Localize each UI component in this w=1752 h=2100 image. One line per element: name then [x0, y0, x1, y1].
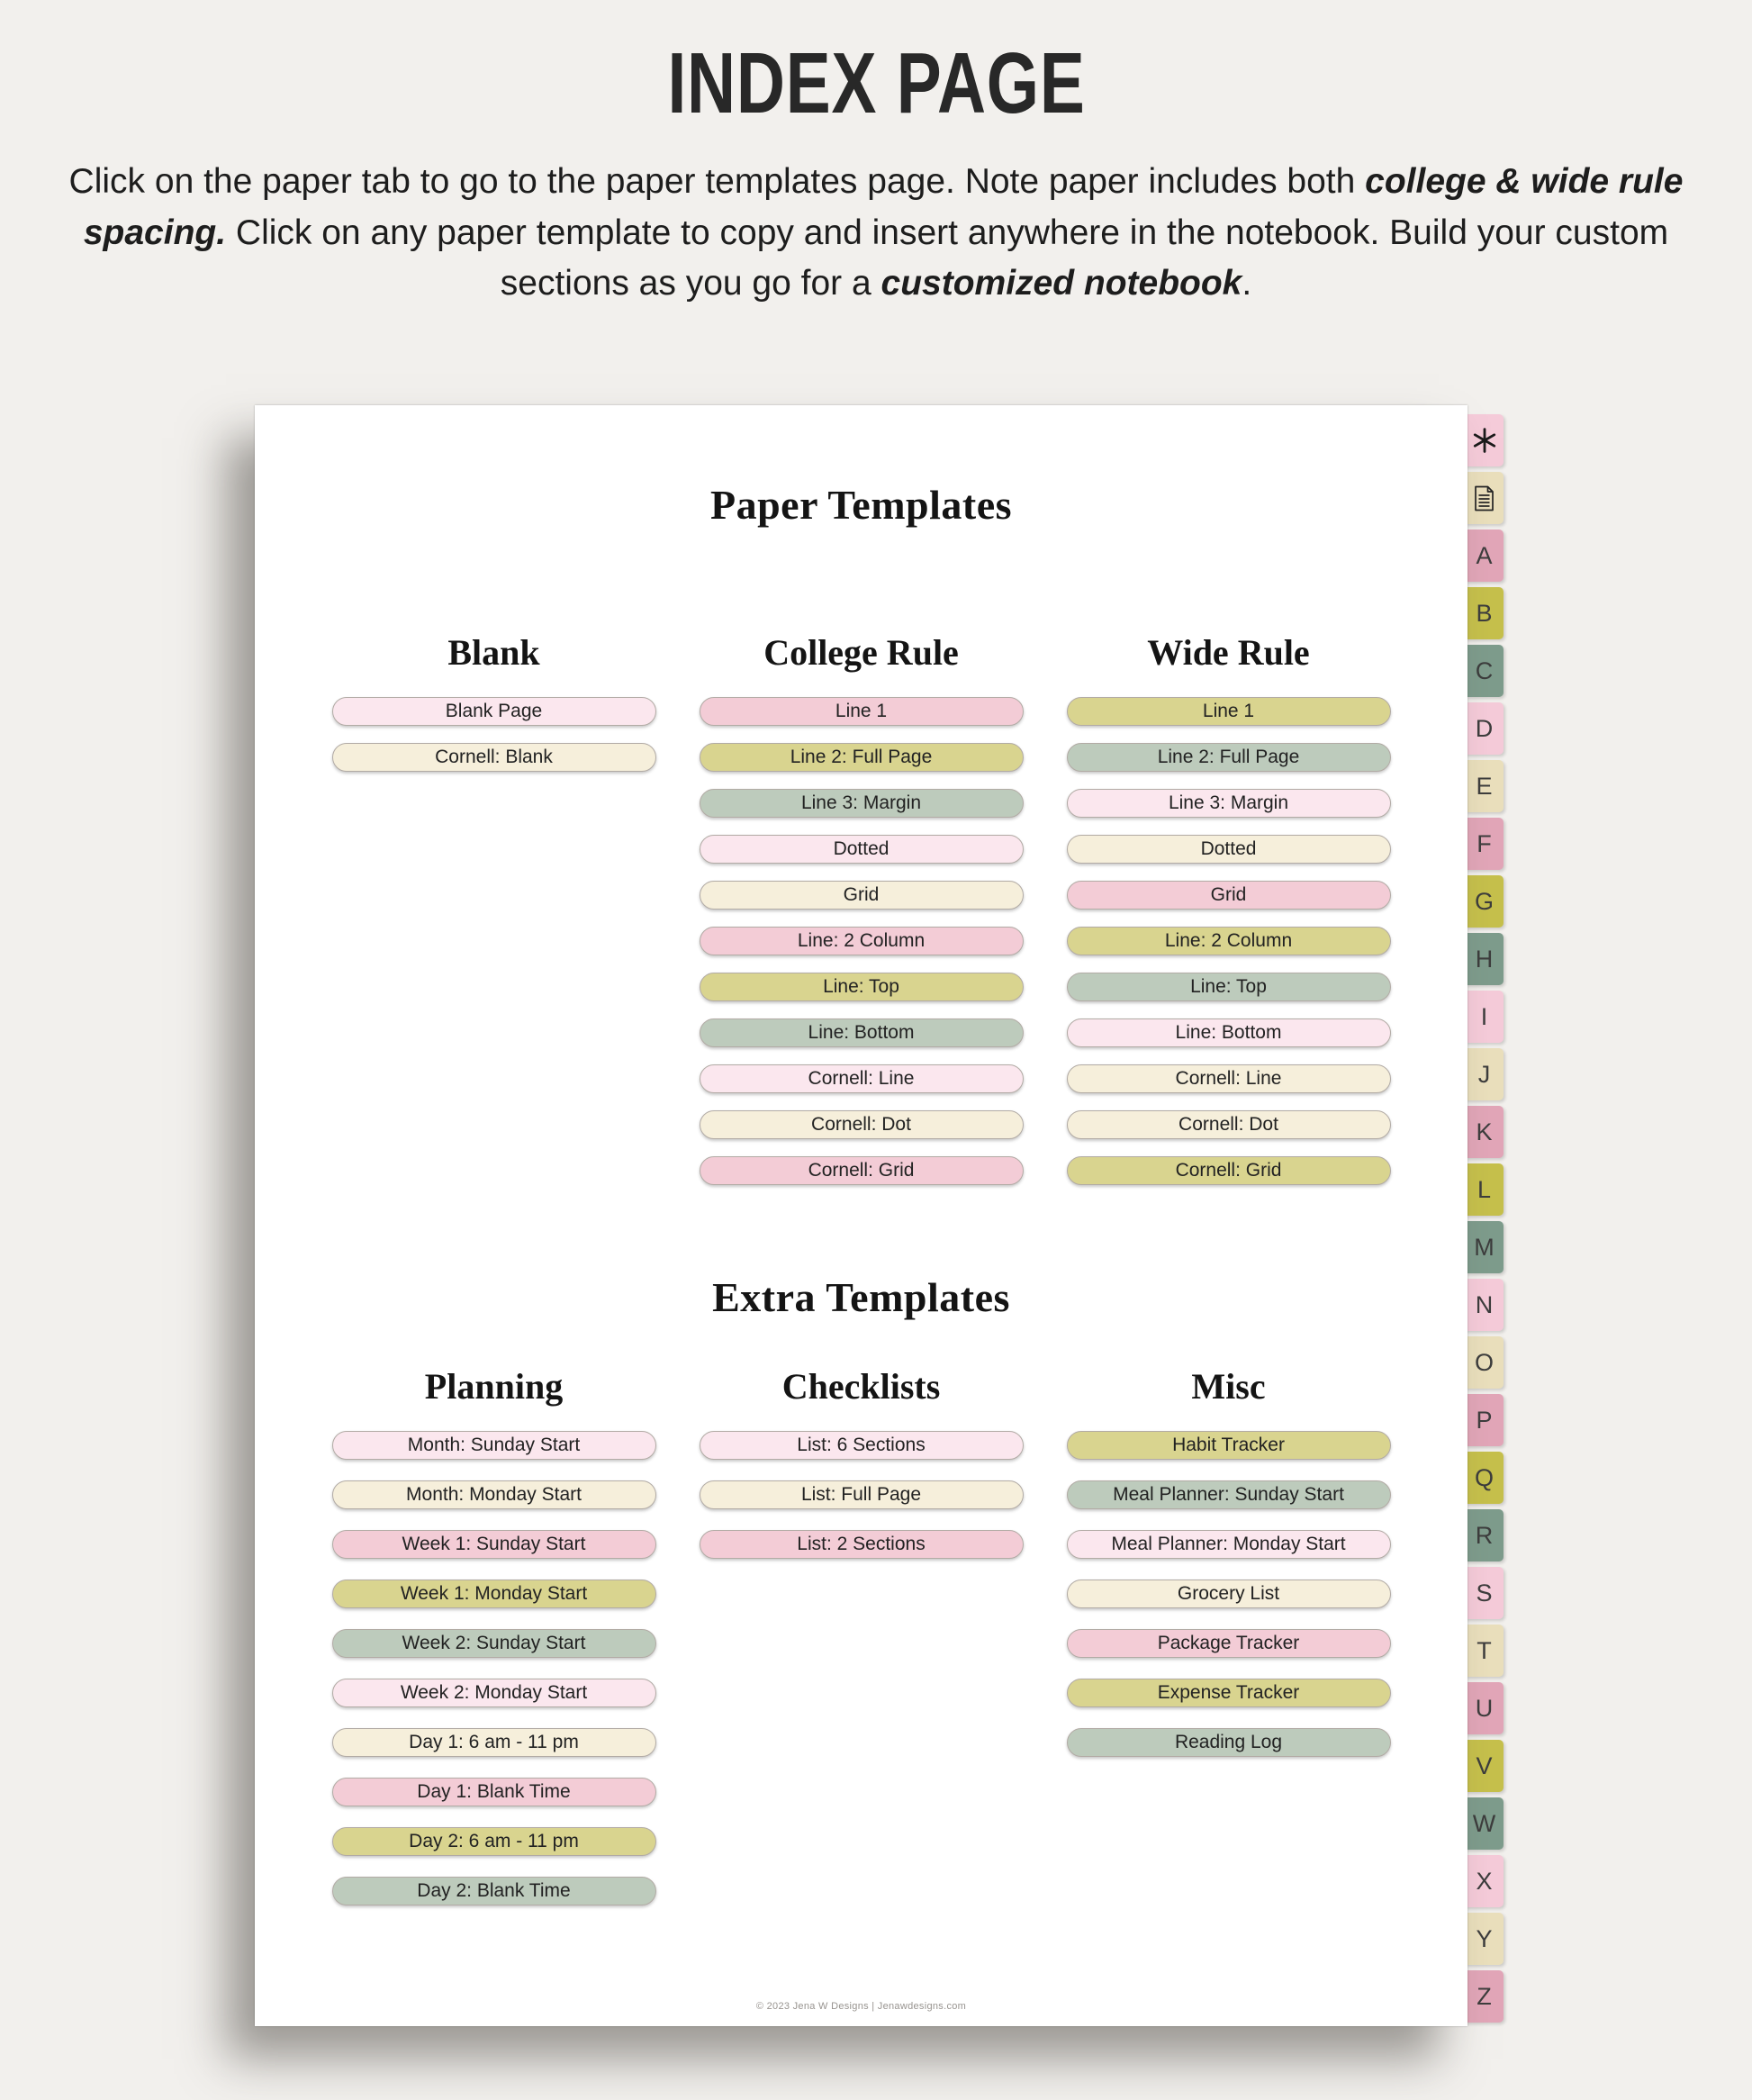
- pill-label: Reading Log: [1174, 1732, 1283, 1752]
- pill-label: Expense Tracker: [1157, 1682, 1300, 1703]
- column-wide-rule: [1067, 632, 1391, 1185]
- pill-cornell-line[interactable]: [1067, 1064, 1391, 1093]
- column-college-rule-list: [700, 697, 1024, 1185]
- pill-week-2-sunday-start[interactable]: [332, 1629, 656, 1658]
- pill-label: Day 2: 6 am - 11 pm: [409, 1831, 579, 1851]
- pill-month-monday-start[interactable]: [332, 1480, 656, 1509]
- pill-dotted[interactable]: [1067, 835, 1391, 864]
- pill-week-2-monday-start[interactable]: [332, 1679, 656, 1707]
- tab-label: Y: [1476, 1924, 1493, 1952]
- column-checklists-list: [700, 1431, 1024, 1559]
- pill-line-bottom[interactable]: [1067, 1018, 1391, 1047]
- pill-line-top[interactable]: [700, 973, 1024, 1001]
- column-misc-heading: Misc: [1191, 1366, 1266, 1407]
- tab-z[interactable]: [1465, 1970, 1504, 2023]
- tab-f[interactable]: [1465, 818, 1504, 870]
- pill-reading-log[interactable]: [1067, 1728, 1391, 1757]
- pill-label: Line 2: Full Page: [1157, 747, 1300, 767]
- column-misc-list: [1067, 1431, 1391, 1757]
- alphabet-tab-bar: [1465, 414, 1504, 2023]
- tab-p[interactable]: [1465, 1394, 1504, 1446]
- tab-label: H: [1475, 945, 1494, 973]
- tab-label: R: [1475, 1521, 1494, 1549]
- pill-label: Line: Bottom: [1175, 1022, 1282, 1043]
- pill-line-2-full-page[interactable]: [700, 743, 1024, 772]
- pill-cornell-blank[interactable]: [332, 743, 656, 772]
- tab-m[interactable]: [1465, 1221, 1504, 1273]
- pill-month-sunday-start[interactable]: [332, 1431, 656, 1460]
- pill-label: Dotted: [833, 838, 890, 859]
- asterisk-icon: [1472, 428, 1497, 453]
- pill-meal-planner-sunday-start[interactable]: [1067, 1480, 1391, 1509]
- pill-day-2-6-am-11-pm[interactable]: [332, 1827, 656, 1856]
- pill-line-3-margin[interactable]: [1067, 789, 1391, 818]
- column-planning-heading: Planning: [424, 1366, 564, 1407]
- pill-day-2-blank-time[interactable]: [332, 1877, 656, 1905]
- tab-o[interactable]: [1465, 1336, 1504, 1389]
- pill-label: Month: Monday Start: [406, 1484, 582, 1505]
- tab-e[interactable]: [1465, 760, 1504, 812]
- tab-label: M: [1474, 1233, 1495, 1261]
- tab-label: T: [1477, 1636, 1492, 1664]
- tab-y[interactable]: [1465, 1913, 1504, 1965]
- tab-label: F: [1477, 829, 1492, 857]
- column-college-rule: [700, 632, 1024, 1185]
- extra-sections-row: [255, 1366, 1468, 1905]
- tab-label: L: [1477, 1175, 1492, 1203]
- tab-asterisk[interactable]: [1465, 414, 1504, 466]
- tab-label: E: [1476, 772, 1493, 800]
- intro-segment: college & wide rule spacing.: [83, 161, 1693, 252]
- paper-sections-row: [255, 632, 1468, 1185]
- tab-label: N: [1475, 1290, 1494, 1318]
- pill-label: Week 1: Monday Start: [400, 1583, 588, 1604]
- pill-label: Line 3: Margin: [800, 792, 922, 813]
- tab-x[interactable]: [1465, 1855, 1504, 1907]
- index-page-title: INDEX PAGE: [666, 35, 1086, 131]
- pill-label: Package Tracker: [1157, 1633, 1300, 1653]
- column-college-rule-heading: College Rule: [763, 632, 959, 673]
- pill-blank-page[interactable]: [332, 697, 656, 726]
- tab-label: X: [1476, 1867, 1493, 1895]
- pill-label: Cornell: Line: [808, 1068, 915, 1089]
- pill-expense-tracker[interactable]: [1067, 1679, 1391, 1707]
- column-wide-rule-heading: Wide Rule: [1147, 632, 1310, 673]
- column-checklists: [700, 1366, 1024, 1905]
- intro-text: [61, 157, 1691, 311]
- column-planning-list: [332, 1431, 656, 1905]
- pill-meal-planner-monday-start[interactable]: [1067, 1530, 1391, 1559]
- pill-label: Cornell: Dot: [1179, 1114, 1278, 1135]
- tab-j[interactable]: [1465, 1048, 1504, 1100]
- tab-label: J: [1477, 1060, 1491, 1088]
- pill-label: Line: 2 Column: [1164, 930, 1293, 951]
- pill-grocery-list[interactable]: [1067, 1580, 1391, 1608]
- pill-label: Line: Top: [823, 976, 899, 997]
- column-checklists-heading: Checklists: [781, 1366, 941, 1407]
- pill-line-2-full-page[interactable]: [1067, 743, 1391, 772]
- pill-label: Cornell: Dot: [811, 1114, 911, 1135]
- pill-label: Line 1: [1202, 701, 1255, 721]
- pill-line-bottom[interactable]: [700, 1018, 1024, 1047]
- pill-label: Habit Tracker: [1172, 1435, 1285, 1455]
- pill-label: Blank Page: [445, 701, 543, 721]
- pill-label: List: 2 Sections: [797, 1534, 926, 1554]
- pill-cornell-dot[interactable]: [700, 1110, 1024, 1139]
- pill-list-2-sections[interactable]: [700, 1530, 1024, 1559]
- pill-line-2-column[interactable]: [700, 927, 1024, 955]
- tab-label: B: [1476, 599, 1493, 627]
- column-planning: [332, 1366, 656, 1905]
- tab-label: A: [1476, 541, 1493, 569]
- tab-a[interactable]: [1465, 530, 1504, 582]
- pill-label: Cornell: Blank: [435, 747, 553, 767]
- pill-line-top[interactable]: [1067, 973, 1391, 1001]
- pill-label: Grocery List: [1177, 1583, 1280, 1604]
- tab-label: K: [1476, 1118, 1493, 1145]
- pill-label: List: Full Page: [800, 1484, 922, 1505]
- column-misc: [1067, 1366, 1391, 1905]
- header: [0, 0, 1752, 310]
- intro-segment: Click on the paper tab to go to the paper templates page. Note paper includes both: [68, 161, 1366, 201]
- intro-segment: customized notebook: [881, 264, 1242, 303]
- tab-b[interactable]: [1465, 587, 1504, 639]
- pill-label: Day 1: Blank Time: [417, 1781, 571, 1802]
- pill-label: Week 1: Sunday Start: [402, 1534, 586, 1554]
- pill-label: Line: 2 Column: [797, 930, 926, 951]
- pill-line-1[interactable]: [700, 697, 1024, 726]
- pill-cornell-grid[interactable]: [700, 1156, 1024, 1185]
- pill-cornell-dot[interactable]: [1067, 1110, 1391, 1139]
- pill-label: Day 1: 6 am - 11 pm: [409, 1732, 579, 1752]
- tab-label: W: [1472, 1809, 1496, 1837]
- pill-grid[interactable]: [1067, 881, 1391, 910]
- pill-week-1-monday-start[interactable]: [332, 1580, 656, 1608]
- tab-u[interactable]: [1465, 1682, 1504, 1734]
- pill-cornell-line[interactable]: [700, 1064, 1024, 1093]
- pill-dotted[interactable]: [700, 835, 1024, 864]
- tab-label: Z: [1477, 1982, 1492, 2010]
- tab-d[interactable]: [1465, 702, 1504, 755]
- column-blank-heading: Blank: [447, 632, 540, 673]
- tab-w[interactable]: [1465, 1797, 1504, 1850]
- column-blank: [332, 632, 656, 1185]
- tab-s[interactable]: [1465, 1567, 1504, 1619]
- pill-line-3-margin[interactable]: [700, 789, 1024, 818]
- tab-label: O: [1474, 1348, 1494, 1376]
- tab-i[interactable]: [1465, 991, 1504, 1043]
- tab-h[interactable]: [1465, 933, 1504, 985]
- pill-day-1-6-am-11-pm[interactable]: [332, 1728, 656, 1757]
- tab-document[interactable]: [1465, 472, 1504, 524]
- pill-habit-tracker[interactable]: [1067, 1431, 1391, 1460]
- pill-label: Grid: [1210, 884, 1247, 905]
- tab-t[interactable]: [1465, 1625, 1504, 1677]
- copyright-text: © 2023 Jena W Designs | Jenawdesigns.com: [755, 2001, 967, 2012]
- pill-line-1[interactable]: [1067, 697, 1391, 726]
- pill-line-2-column[interactable]: [1067, 927, 1391, 955]
- tab-c[interactable]: [1465, 645, 1504, 697]
- intro-segment: Click on any paper template to copy and insert anywhere in the notebook. Build your custom sections as you go for a: [226, 213, 1678, 303]
- tab-r[interactable]: [1465, 1509, 1504, 1561]
- pill-cornell-grid[interactable]: [1067, 1156, 1391, 1185]
- pill-label: List: 6 Sections: [797, 1435, 926, 1455]
- extra-templates-heading: Extra Templates: [712, 1274, 1010, 1320]
- pill-label: Meal Planner: Sunday Start: [1113, 1484, 1344, 1505]
- pill-day-1-blank-time[interactable]: [332, 1778, 656, 1806]
- paper-templates-heading: Paper Templates: [709, 482, 1013, 528]
- pill-label: Cornell: Grid: [808, 1160, 915, 1181]
- tab-label: D: [1475, 714, 1494, 742]
- tab-v[interactable]: [1465, 1740, 1504, 1792]
- pill-label: Dotted: [1200, 838, 1257, 859]
- tab-label: V: [1476, 1752, 1493, 1779]
- intro-segment: .: [1242, 264, 1252, 303]
- pill-label: Day 2: Blank Time: [417, 1880, 571, 1901]
- pill-list-full-page[interactable]: [700, 1480, 1024, 1509]
- tab-label: P: [1476, 1406, 1493, 1434]
- pill-label: Cornell: Line: [1175, 1068, 1282, 1089]
- pill-package-tracker[interactable]: [1067, 1629, 1391, 1658]
- pill-label: Cornell: Grid: [1175, 1160, 1282, 1181]
- tab-label: G: [1474, 887, 1494, 915]
- pill-label: Line: Bottom: [808, 1022, 915, 1043]
- tab-q[interactable]: [1465, 1452, 1504, 1504]
- tab-label: U: [1475, 1694, 1494, 1722]
- pill-label: Line 1: [835, 701, 888, 721]
- pill-label: Week 2: Monday Start: [400, 1682, 588, 1703]
- tab-l[interactable]: [1465, 1163, 1504, 1216]
- column-wide-rule-list: [1067, 697, 1391, 1185]
- pill-label: Week 2: Sunday Start: [402, 1633, 586, 1653]
- pill-label: Meal Planner: Monday Start: [1111, 1534, 1346, 1554]
- pill-label: Month: Sunday Start: [407, 1435, 581, 1455]
- pill-week-1-sunday-start[interactable]: [332, 1530, 656, 1559]
- tab-g[interactable]: [1465, 875, 1504, 928]
- pill-label: Line: Top: [1190, 976, 1267, 997]
- pill-grid[interactable]: [700, 881, 1024, 910]
- pill-label: Line 2: Full Page: [790, 747, 933, 767]
- tab-k[interactable]: [1465, 1106, 1504, 1158]
- tab-label: Q: [1474, 1463, 1494, 1491]
- tab-label: S: [1476, 1579, 1493, 1607]
- notebook-page: [255, 405, 1468, 2026]
- column-blank-list: [332, 697, 656, 772]
- pill-list-6-sections[interactable]: [700, 1431, 1024, 1460]
- document-icon: [1473, 485, 1495, 511]
- tab-label: C: [1475, 656, 1494, 684]
- tab-label: I: [1480, 1002, 1488, 1030]
- pill-label: Line 3: Margin: [1168, 792, 1289, 813]
- tab-n[interactable]: [1465, 1279, 1504, 1331]
- pill-label: Grid: [843, 884, 880, 905]
